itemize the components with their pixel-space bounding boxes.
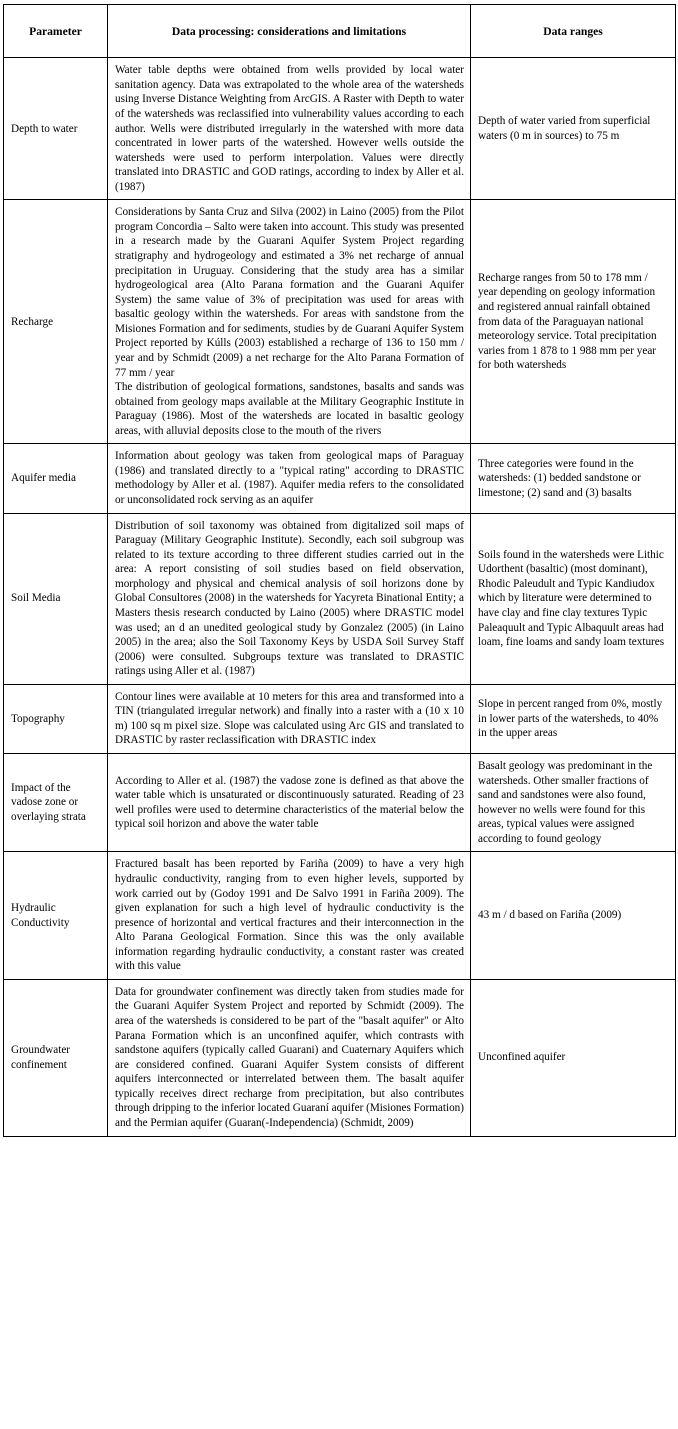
cell-processing: According to Aller et al. (1987) the vadose zone is defined as that above the water table which is unsaturated or discontinuously saturated. Reading of 23 well profiles were used to determine characteristics of the material below the typical soil horizon and above the water table <box>108 754 471 852</box>
table-row <box>4 444 676 513</box>
cell-processing: Water table depths were obtained from wells provided by local water sanitation agency. Data was extrapolated to the whole area of the watersheds using Inverse Distance Weighting from ArcGIS. A Raster with Depth to water of the watersheds was reclassified into vulnerability values according to each author. Wells were distributed irregularly in the watershed with more data concentrated in lower parts of the watershed. However wells outside the watersheds were used to perform interpolation. Values were directly translated into DRASTIC and GOD ratings, according to index by Aller et al. (1987) <box>108 58 471 200</box>
table-row <box>4 852 676 980</box>
table-row <box>4 200 676 444</box>
table-row <box>4 513 676 684</box>
cell-processing: Contour lines were available at 10 meters for this area and transformed into a TIN (triangulated irregular network) and finally into a raster with a (10 x 10 m) 100 sq m pixel size. Slope was calculated using Arc GIS and translated to DRASTIC by raster reclassification with DRASTIC index <box>108 684 471 753</box>
cell-ranges: Soils found in the watersheds were Lithic Udorthent (basaltic) (most dominant), Rhodic Paleudult and Typic Kandiudox which by literature were determined to have clay and fine clay textures Typic Paleaquult and Typic Albaquult areas had loam, fine loams and sandy loam textures <box>471 513 676 684</box>
table-row <box>4 754 676 852</box>
cell-processing: Information about geology was taken from geological maps of Paraguay (1986) and translated directly to a "typical rating" according to DRASTIC methodology by Aller et al. (1987). Aquifer media refers to the consolidated or unconsolidated rock serving as an aquifer <box>108 444 471 513</box>
cell-processing: Data for groundwater confinement was directly taken from studies made for the Guarani Aquifer System Project and reported by Schmidt (2009). The area of the watersheds is considered to be part of the "basalt aquifer" or Alto Parana Formation which is an unconfined aquifer, which contrasts with sandstone aquifers (typically called Guarani) and Cuaternary Aquifers which are considered confined. Guarani Aquifer System consists of different aquifers interconnected or interrelated between them. The basalt aquifer typically receives direct recharge from precipitation, but also contributes through dripping to the inferior located Guaraní aquifer (Misiones Formation) and the Permian aquifer (Guaran(-Independencia) (Schmidt, 2009) <box>108 979 471 1136</box>
header-row <box>4 5 676 58</box>
column-header-ranges: Data ranges <box>471 5 676 58</box>
table-row <box>4 58 676 200</box>
cell-ranges: Unconfined aquifer <box>471 979 676 1136</box>
table-row <box>4 684 676 753</box>
cell-parameter: Depth to water <box>4 58 108 200</box>
column-header-parameter: Parameter <box>4 5 108 58</box>
cell-parameter: Hydraulic Conductivity <box>4 852 108 980</box>
cell-ranges: Basalt geology was predominant in the watersheds. Other smaller fractions of sand and sandstones were also found, however no wells were found for this areas, typical values were assigned according to found geology <box>471 754 676 852</box>
cell-parameter: Soil Media <box>4 513 108 684</box>
cell-parameter: Groundwater confinement <box>4 979 108 1136</box>
table-header <box>4 5 676 58</box>
table-body <box>4 58 676 1136</box>
cell-ranges: Recharge ranges from 50 to 178 mm / year depending on geology information and registered annual rainfall obtained from data of the Paraguayan national meteorology service. Total precipitation varies from 1 878 to 1 988 mm per year for both watersheds <box>471 200 676 444</box>
column-header-processing: Data processing: considerations and limitations <box>108 5 471 58</box>
table-row <box>4 979 676 1136</box>
cell-parameter: Topography <box>4 684 108 753</box>
cell-processing: Distribution of soil taxonomy was obtained from digitalized soil maps of Paraguay (Military Geographic Institute). Secondly, each soil subgroup was related to its texture according to three different studies carried out in the area: A report consisting of soil studies based on field observation, morphology and physical and chemical analysis of soil horizons done by Global Consultores (2008) in the watersheds for Yacyreta Binational Entity; a Masters thesis research conducted by Laino (2005) where DRASTIC model was used; an d an unedited geological study by Gonzalez (2005) (in Laino 2005) in the area; also the Soil Taxonomy Keys by USDA Soil Survey Staff (2006) were consulted. Subgroups texture was translated to DRASTIC ratings using Aller et al. (1987) <box>108 513 471 684</box>
cell-ranges: Depth of water varied from superficial waters (0 m in sources) to 75 m <box>471 58 676 200</box>
cell-ranges: Three categories were found in the watersheds: (1) bedded sandstone or limestone; (2) sand and (3) basalts <box>471 444 676 513</box>
cell-processing: Considerations by Santa Cruz and Silva (2002) in Laino (2005) from the Pilot program Concordia – Salto were taken into account. This study was presented in a research made by the Guarani Aquifer System Project regarding stratigraphy and hydrogeology and estimated a 3% net recharge of annual precipitation in Uruguay. Considering that the study area has a similar hydrogeological area (Alto Parana formation and the Guarani Aquifer System) the same value of 3% of precipitation was used for areas with basaltic geology within the watersheds. For areas with sandstone from the Misiones Formation and for sediments, studies by de Guarani Aquifer System Project reported by Kúlls (2003) established a recharge of 136 to 150 mm / year and by Schmidt (2009) a net recharge for the Alto Parana Formation of 77 mm / year The distribution of geological formations, sandstones, basalts and sands was obtained from geology maps available at the Military Geographic Institute in Paraguay (1986). Most of the watersheds are located in basaltic geology areas, with alluvial deposits close to the mouth of the rivers <box>108 200 471 444</box>
cell-parameter: Impact of the vadose zone or overlaying strata <box>4 754 108 852</box>
cell-ranges: Slope in percent ranged from 0%, mostly in lower parts of the watersheds, to 40% in the upper areas <box>471 684 676 753</box>
cell-processing: Fractured basalt has been reported by Fariña (2009) to have a very high hydraulic conductivity, ranging from to even higher levels, supported by work carried out by (Godoy 1991 and De Salvo 1991 in Fariña 2009). The given explanation for such a high level of hydraulic conductivity is the presence of horizontal and vertical fractures and their interconnection in the Alto Parana Geological Formation. Since this was the only available information regarding hydraulic conductivity, a constant raster was created with this value <box>108 852 471 980</box>
cell-ranges: 43 m / d based on Fariña (2009) <box>471 852 676 980</box>
data-table <box>3 4 676 1137</box>
cell-parameter: Aquifer media <box>4 444 108 513</box>
cell-parameter: Recharge <box>4 200 108 444</box>
